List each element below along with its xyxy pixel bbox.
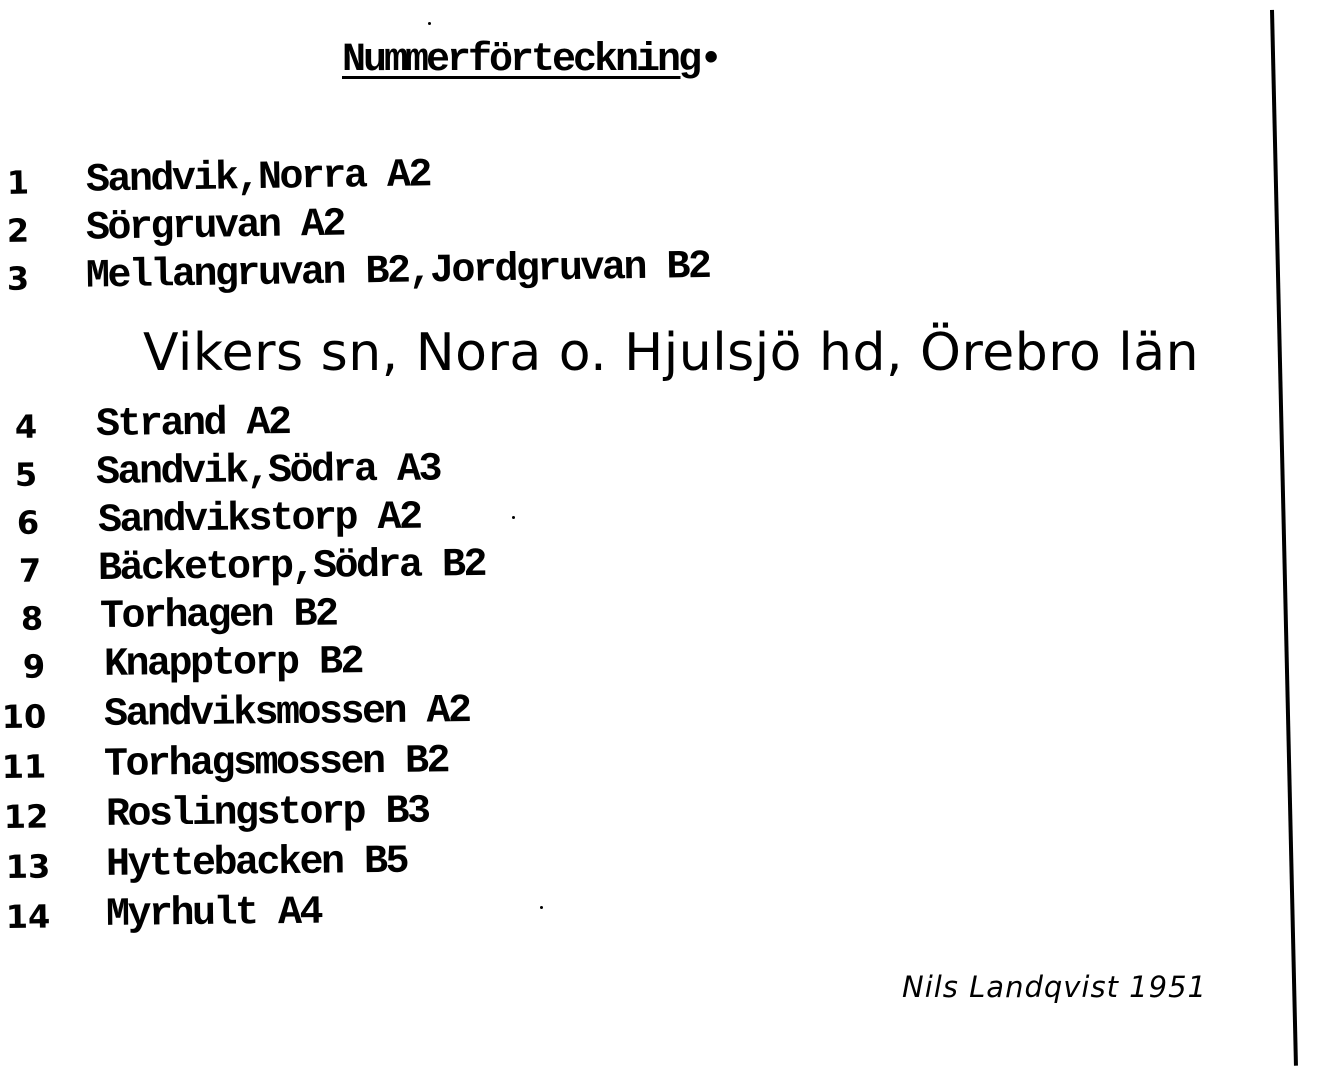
item-place: Sandviksmossen A2 [103,689,470,738]
item-number: 11 [1,747,47,786]
item-place: Sandvikstorp A2 [97,495,421,544]
item-place: Myrhult A4 [105,890,322,938]
item-number: 12 [3,797,49,836]
page-edge-line [1270,10,1298,1066]
author-signature: Nils Landqvist 1951 [902,970,1207,1004]
item-number: 8 [20,599,44,638]
parish-heading: Vikers sn, Nora o. Hjulsjö hd, Örebro län [143,323,1200,383]
item-number: 14 [5,897,51,936]
item-place: Roslingstorp B3 [105,789,429,838]
scan-speck [512,516,515,519]
scan-speck [428,22,431,25]
scan-speck [540,906,543,909]
item-place: Torhagen B2 [99,592,337,640]
item-number: 3 [6,259,30,298]
title-text: Nummerförteckning [342,38,700,83]
item-number: 5 [14,455,38,494]
item-number: 7 [18,551,42,590]
item-place: Knapptorp B2 [103,640,363,688]
item-place: Sandvik,Södra A3 [95,447,441,496]
item-number: 10 [1,697,47,736]
item-place: Sandvik,Norra A2 [85,153,431,204]
item-number: 13 [5,847,51,886]
item-place: Sörgruvan A2 [85,202,345,252]
item-number: 2 [6,211,30,250]
item-number: 1 [6,163,30,202]
title-period: • [699,38,721,83]
item-place: Mellangruvan B2,Jordgruvan B2 [85,244,710,300]
item-place: Hyttebacken B5 [105,839,408,888]
item-number: 9 [22,647,46,686]
item-place: Bäcketorp,Södra B2 [97,542,486,592]
item-place: Strand A2 [95,400,290,448]
item-place: Torhagsmossen B2 [103,739,449,788]
page-title [342,38,720,83]
item-number: 4 [14,407,38,446]
item-number: 6 [16,503,40,542]
